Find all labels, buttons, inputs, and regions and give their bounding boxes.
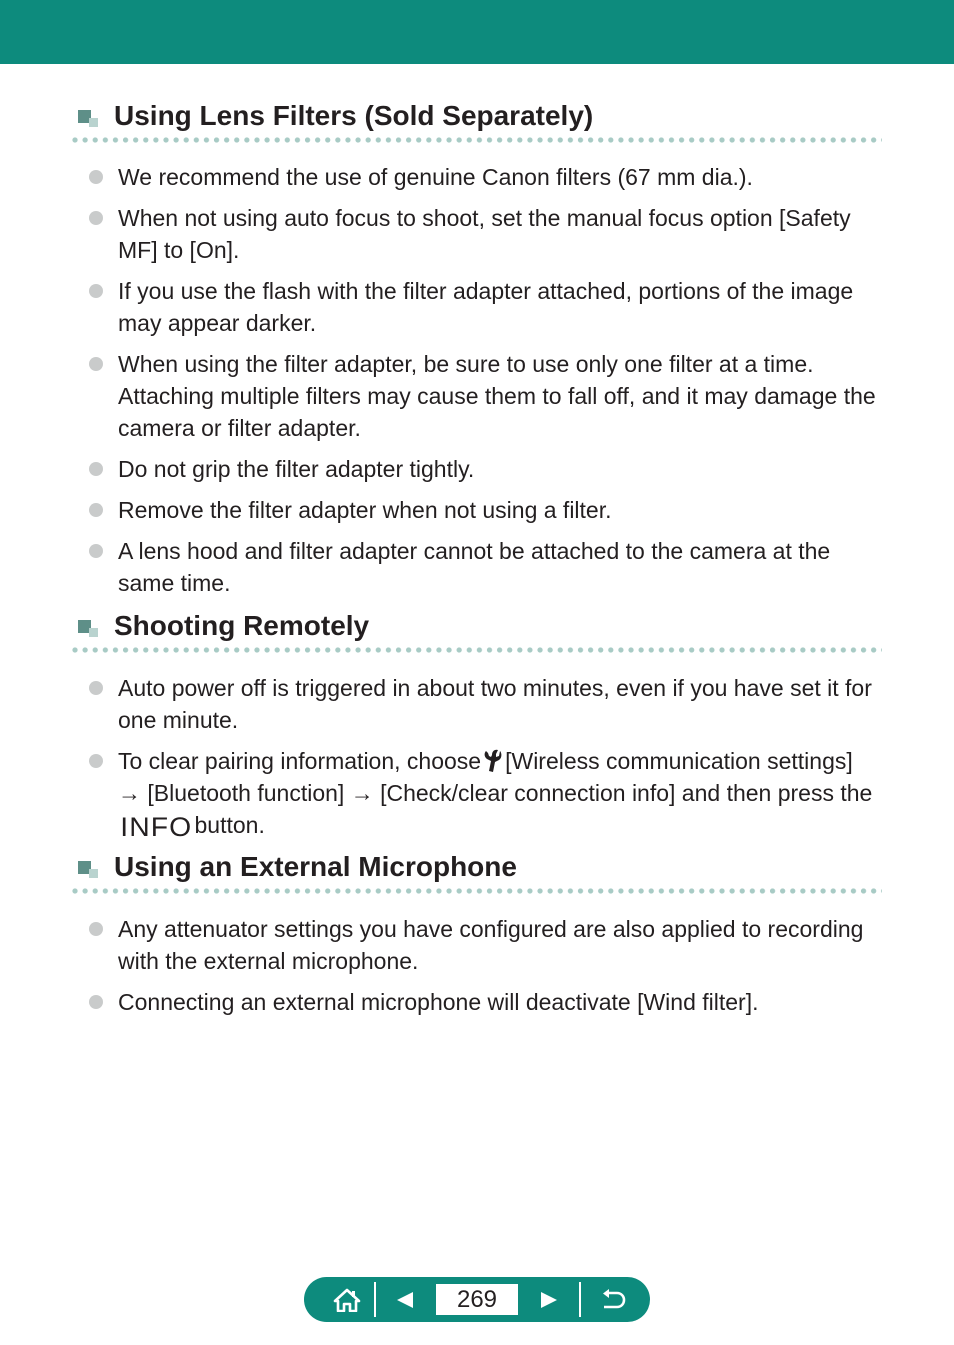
list-item: Remove the filter adapter when not using a filter. [72, 494, 882, 526]
list-item: Connecting an external microphone will deactivate [Wind filter]. [72, 986, 882, 1018]
section-title: Using an External Microphone [114, 851, 517, 882]
bullet-icon [89, 544, 103, 558]
back-icon [600, 1289, 626, 1311]
list-item: A lens hood and filter adapter cannot be attached to the camera at the same time. [72, 535, 882, 599]
section-lens-filters [72, 98, 882, 608]
next-page-icon [539, 1291, 559, 1309]
page-number: 269 [436, 1284, 518, 1315]
page-navigation [304, 1277, 650, 1322]
nav-divider [579, 1282, 581, 1317]
section-title: Shooting Remotely [114, 610, 370, 641]
list-item: Auto power off is triggered in about two minutes, even if you have set it for one minute. [72, 672, 882, 736]
wrench-icon [483, 749, 503, 773]
bullet-icon [89, 170, 103, 184]
bullet-list [72, 161, 882, 599]
list-item: We recommend the use of genuine Canon filters (67 mm dia.). [72, 161, 882, 193]
info-button-icon: INFO [120, 812, 193, 842]
dotted-divider [72, 647, 882, 653]
section-title: Using Lens Filters (Sold Separately) [114, 100, 594, 131]
previous-page-icon [395, 1291, 415, 1309]
nav-divider [374, 1282, 376, 1317]
bullet-icon [89, 462, 103, 476]
list-item: Do not grip the filter adapter tightly. [72, 453, 882, 485]
bullet-icon [89, 284, 103, 298]
bullet-icon [89, 211, 103, 225]
bullet-icon [89, 503, 103, 517]
list-item: If you use the flash with the filter adapter attached, portions of the image may appear darker. [72, 275, 882, 339]
section-external-microphone [72, 849, 882, 1027]
section-marker-icon [78, 620, 100, 638]
section-marker-icon [78, 861, 100, 879]
back-button[interactable] [589, 1277, 637, 1322]
section-heading [72, 849, 882, 895]
section-marker-icon [78, 110, 100, 128]
list-item: Any attenuator settings you have configured are also applied to recording with the external microphone. [72, 913, 882, 977]
dotted-divider [72, 888, 882, 894]
list-item: When using the filter adapter, be sure to use only one filter at a time. Attaching multiple filters may cause them to fall off, and it may damage the camera or filter adapter. [72, 348, 882, 444]
list-item: When not using auto focus to shoot, set the manual focus option [Safety MF] to [On]. [72, 202, 882, 266]
bullet-list [72, 672, 882, 841]
home-icon [333, 1288, 361, 1312]
home-button[interactable] [322, 1277, 372, 1322]
bullet-icon [89, 995, 103, 1009]
next-page-button[interactable] [528, 1277, 570, 1322]
bullet-list [72, 913, 882, 1018]
bullet-icon [89, 754, 103, 768]
dotted-divider [72, 137, 882, 143]
list-item: To clear pairing information, choose [Wireless communication settings] → [Bluetooth function] → [Check/clear connection info] and then press theINFObutton. [72, 745, 882, 841]
section-heading [72, 98, 882, 144]
previous-page-button[interactable] [384, 1277, 426, 1322]
section-heading [72, 608, 882, 654]
bullet-icon [89, 681, 103, 695]
section-shooting-remotely [72, 608, 882, 850]
bullet-icon [89, 922, 103, 936]
header-bar [0, 0, 954, 64]
bullet-icon [89, 357, 103, 371]
